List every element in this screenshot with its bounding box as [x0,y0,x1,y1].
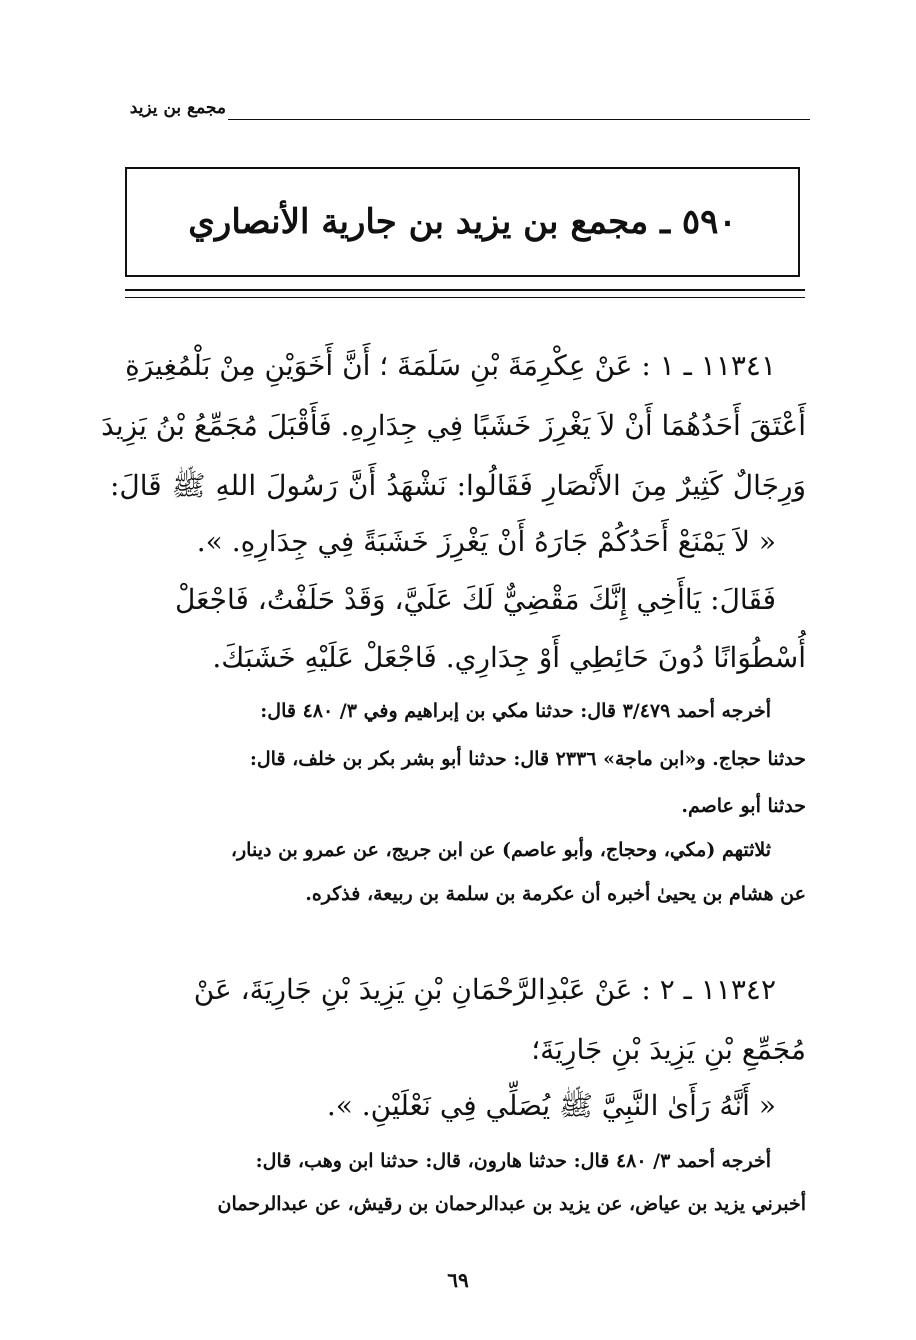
hadith-1-takhrij-line-4: ثلاثتهم (مكي، وحجاج، وأبو عاصم) عن ابن جريج، عن عمرو بن دينار، [230,839,771,861]
hadith-1-line-3: وَرِجَالٌ كَثِيرٌ مِنَ الأَنْصَارِ فَقَالُوا: نَشْهَدُ أَنَّ رَسُولَ اللهِ ﷺ قَالَ: [110,469,806,502]
hadith-1-line-4: « لاَ يَمْنَعْ أَحَدُكُمْ جَارَهُ أَنْ يَغْرِزَ خَشَبَةً فِي جِدَارِهِ. ». [196,525,776,558]
hadith-2-line-1: ١١٣٤٢ ـ ٢ : عَنْ عَبْدِالرَّحْمَانِ بْنِ يَزِيدَ بْنِ جَارِيَةَ، عَنْ [193,973,776,1006]
hadith-1-line-2: أَعْتَقَ أَحَدُهُمَا أَنْ لاَ يَغْرِزَ خَشَبًا فِي جِدَارِهِ. فَأَقْبَلَ مُجَمِّعُ بْنُ يَزِيدَ [101,409,806,442]
header-rule [228,119,810,120]
hadith-1-takhrij-line-1: أخرجه أحمد ٣/٤٧٩ قال: حدثنا مكي بن إبراهيم وفي ٣/ ٤٨٠ قال: [260,700,771,722]
chapter-heading-box [125,167,800,277]
hadith-1-takhrij-line-5: عن هشام بن يحيىٰ أخبره أن عكرمة بن سلمة بن ربيعة، فذكره. [305,883,806,905]
chapter-rule-thick [125,289,805,291]
hadith-1-line-6: أُسْطُوَانًا دُونَ حَائِطِي أَوْ جِدَارِي. فَاجْعَلْ عَلَيْهِ خَشَبَكَ. [212,641,806,674]
hadith-2-line-3: « أَنَّهُ رَأَىٰ النَّبِيَّ ﷺ يُصَلِّي فِي نَعْلَيْنِ. ». [326,1089,776,1122]
chapter-rule-thin [125,297,805,298]
hadith-1-takhrij-line-2: حدثنا حجاج. و«ابن ماجة» ٢٣٣٦ قال: حدثنا أبو بشر بكر بن خلف، قال: [249,748,806,770]
chapter-title: ٥٩٠ ـ مجمع بن يزيد بن جارية الأنصاري [188,202,737,242]
hadith-1-takhrij-line-3: حدثنا أبو عاصم. [681,795,806,817]
hadith-2-line-2: مُجَمِّعِ بْنِ يَزِيدَ بْنِ جَارِيَةَ؛ [531,1033,806,1066]
hadith-1-line-1: ١١٣٤١ ـ ١ : عَنْ عِكْرِمَةَ بْنِ سَلَمَةَ ؛ أَنَّ أَخَوَيْنِ مِنْ بَلْمُغِيرَةِ [125,349,776,382]
hadith-1-line-5: فَقَالَ: يَاأَخِي إِنَّكَ مَقْضِيٌّ لَكَ عَلَيَّ، وَقَدْ حَلَفْتُ، فَاجْعَلْ [174,583,776,616]
running-header-title: مجمع بن يزيد [129,98,226,118]
hadith-2-takhrij-line-2: أخبرني يزيد بن عياض، عن يزيد بن عبدالرحمان بن رقيش، عن عبدالرحمان [217,1193,806,1215]
hadith-2-takhrij-line-1: أخرجه أحمد ٣/ ٤٨٠ قال: حدثنا هارون، قال: حدثنا ابن وهب، قال: [255,1150,771,1172]
page-number: ٦٩ [447,1268,469,1292]
